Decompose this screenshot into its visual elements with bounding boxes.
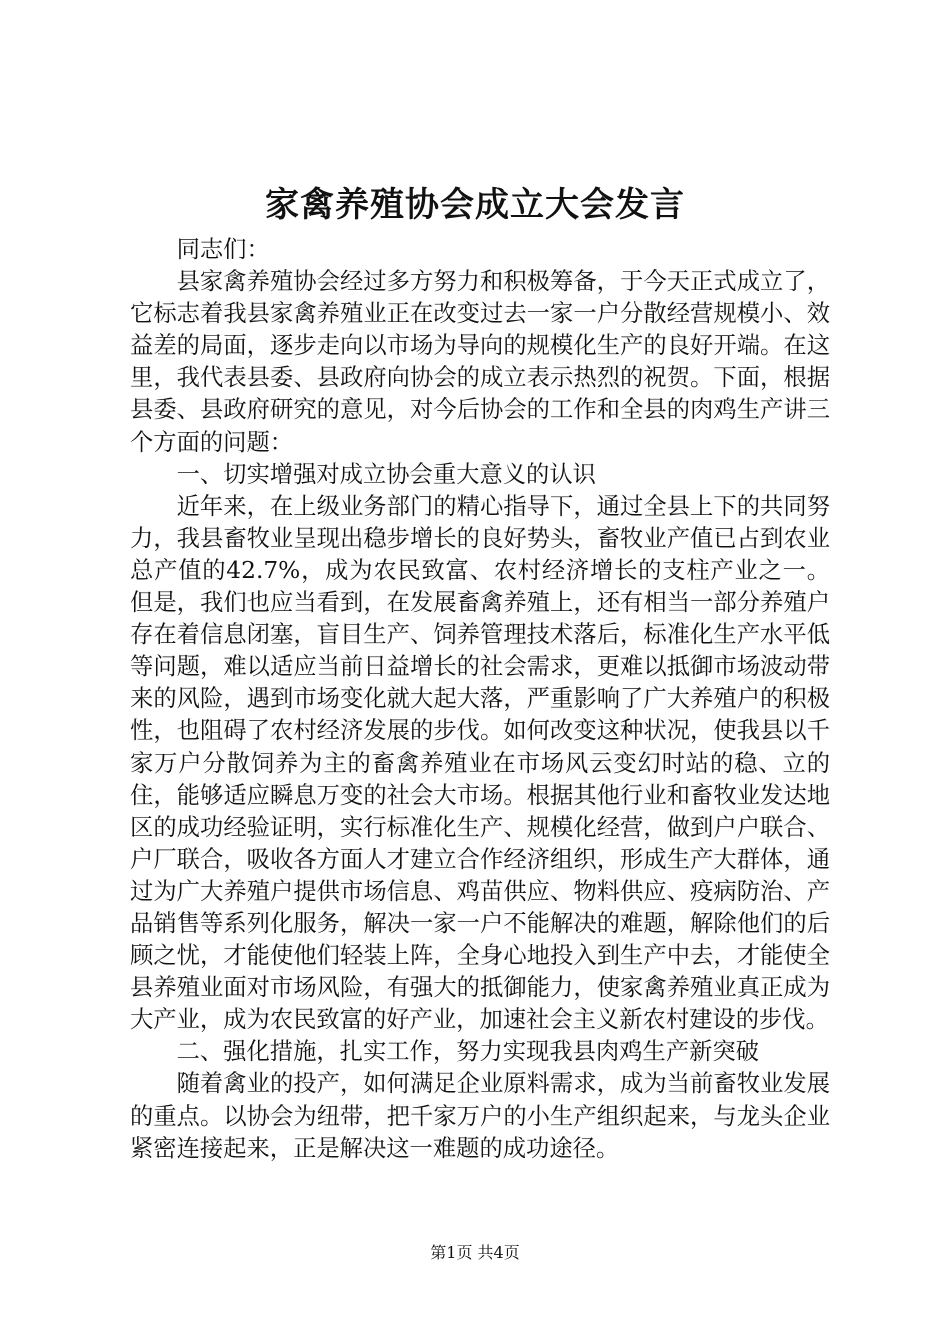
document-title: 家禽养殖协会成立大会发言	[265, 185, 685, 225]
body-paragraph: 县家禽养殖协会经过多方努力和积极筹备，于今天正式成立了，它标志着我县家禽养殖业正在改变过去一家一户分散经营规模小、效益差的局面，逐步走向以市场为导向的规模化生产的良好开端。在这里，我代表县委、县政府向协会的成立表示热烈的祝贺。下面，根据县委、县政府研究的意见，对今后协会的工作和全县的肉鸡生产讲三个方面的问题：	[130, 268, 830, 456]
body-paragraph: 随着禽业的投产，如何满足企业原料需求，成为当前畜牧业发展的重点。以协会为纽带，把千家万户的小生产组织起来，与龙头企业紧密连接起来，正是解决这一难题的成功途径。	[130, 1070, 830, 1162]
salutation: 同志们：	[176, 236, 270, 263]
section-heading: 二、强化措施，扎实工作，努力实现我县肉鸡生产新突破	[176, 1038, 760, 1066]
page-number-footer: 第1页 共4页	[430, 1243, 520, 1262]
body-paragraph: 近年来，在上级业务部门的精心指导下，通过全县上下的共同努力，我县畜牧业呈现出稳步增长的良好势头，畜牧业产值已占到农业总产值的42.7%，成为农民致富、农村经济增长的支柱产业之一。但是，我们也应当看到，在发展畜禽养殖上，还有相当一部分养殖户存在着信息闭塞，盲目生产、饲养管理技术落后，标准化生产水平低等问题，难以适应当前日益增长的社会需求，更难以抵御市场波动带来的风险，遇到市场变化就大起大落，严重影响了广大养殖户的积极性，也阻碍了农村经济发展的步伐。如何改变这种状况，使我县以千家万户分散饲养为主的畜禽养殖业在市场风云变幻时站的稳、立的住，能够适应瞬息万变的社会大市场。根据其他行业和畜牧业发达地区的成功经验证明，实行标准化生产、规模化经营，做到户户联合、户厂联合，吸收各方面人才建立合作经济组织，形成生产大群体，通过为广大养殖户提供市场信息、鸡苗供应、物料供应、疫病防治、产品销售等系列化服务，解决一家一户不能解决的难题，解除他们的后顾之忧，才能使他们轻装上阵，全身心地投入到生产中去，才能使全县养殖业面对市场风险，有强大的抵御能力，使家禽养殖业真正成为大产业，成为农民致富的好产业，加速社会主义新农村建设的步伐。	[130, 492, 830, 1034]
section-heading: 一、切实增强对成立协会重大意义的认识	[176, 460, 596, 488]
document-body	[130, 234, 830, 1165]
